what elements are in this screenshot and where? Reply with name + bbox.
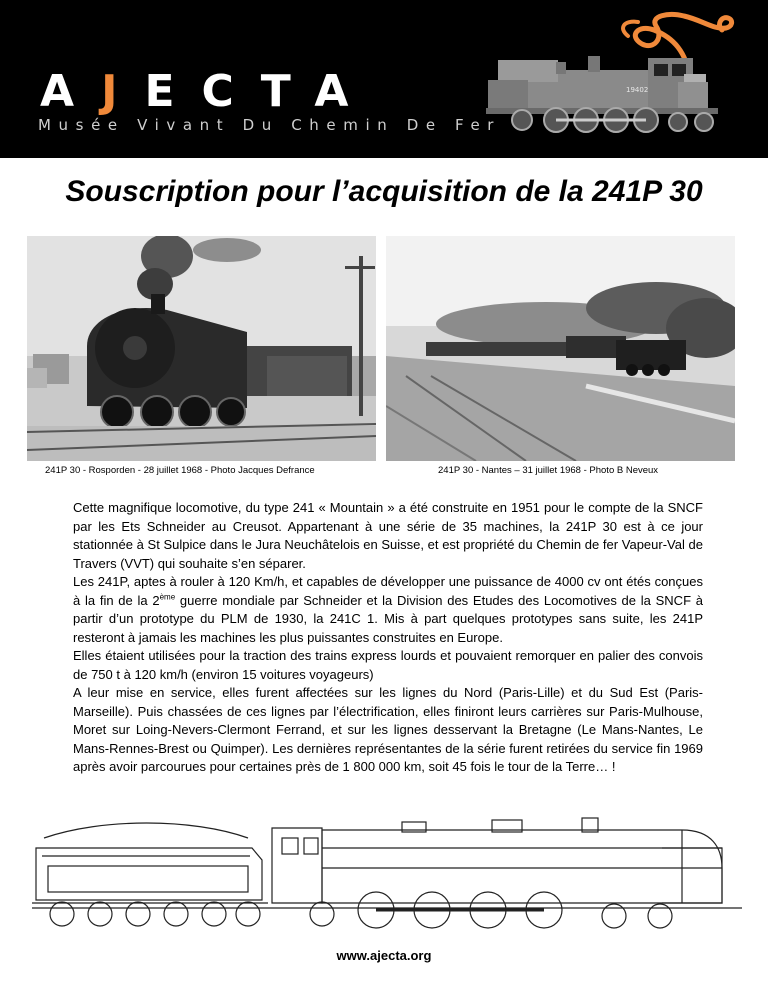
article-body	[73, 499, 703, 777]
ajecta-logo[interactable]	[40, 66, 375, 117]
paragraph-2: Les 241P, aptes à rouler à 120 Km/h, et capables de développer une puissance de 4000 cv ont étés conçues à la fin de la 2ème guerre mondiale par Schneider et la Division des Etudes des Locomotives de la SNCF à partir d’un prototype du PLM de 1930, la 241C 1. Mis à part quelques prototypes sans suite, les 241P resteront à jamais les machines les plus puissantes construites en Europe.	[73, 574, 703, 645]
paragraph-1: Cette magnifique locomotive, du type 241 « Mountain » a été construite en 1951 pour le compte de la SNCF par les Ets Schneider au Creusot. Appartenant à une série de 35 machines, la 241P 30 est à ce jour stationnée à St Sulpice dans le Jura Neuchâtelois en Suisse, et est propriété du Chemin de fer Vapeur-Val de Travers (VVT) qui souhaite s’en séparer.	[73, 500, 703, 571]
superscript-eme: ème	[159, 592, 176, 602]
website-link[interactable]: www.ajecta.org	[336, 948, 432, 963]
photo-caption-left: 241P 30 - Rosporden - 28 juillet 1968 - Photo Jacques Defrance	[45, 465, 315, 476]
locomotive-photo	[27, 236, 376, 461]
logo-letters-ecta: ECTA	[144, 66, 376, 117]
svg-text:19402: 19402	[626, 86, 649, 94]
paragraph-4: A leur mise en service, elles furent affectées sur les lignes du Nord (Paris-Lille) et du Sud Est (Paris-Marseille). Puis chassées de ces lignes par l’électrification, elles finiront leurs carrières sur Paris-Mulhouse, Moret sur Loing-Nevers-Clermont Ferrand, et sur les lignes desservant la Bretagne (Le Mans-Nantes, Le Mans-Rennes-Brest ou Quimper). Les dernières représentantes de la série furent retirées du service fin 1969 après avoir parcourues pour certaines près de 1 800 000 km, soit 45 fois le tour de la Terre… !	[73, 685, 703, 774]
paragraph-3: Elles étaient utilisées pour la traction des trains express lourds et pouvaient remorquer en palier des convois de 750 t à 120 km/h (environ 15 voitures voyageurs)	[73, 648, 703, 682]
locomotive-line-drawing	[22, 808, 752, 930]
logo-letter-j: J	[101, 66, 145, 117]
logo-letter-a: A	[40, 66, 102, 117]
train-photo	[386, 236, 735, 461]
tagline: Musée Vivant Du Chemin De Fer	[38, 116, 502, 134]
photo-rosporden	[27, 236, 376, 461]
header-banner	[0, 0, 768, 158]
page-title: Souscription pour l’acquisition de la 241P 30	[65, 175, 703, 208]
photo-nantes	[386, 236, 735, 461]
steam-locomotive-icon	[478, 8, 738, 136]
photo-caption-right: 241P 30 - Nantes – 31 juillet 1968 - Photo B Neveux	[438, 465, 659, 476]
